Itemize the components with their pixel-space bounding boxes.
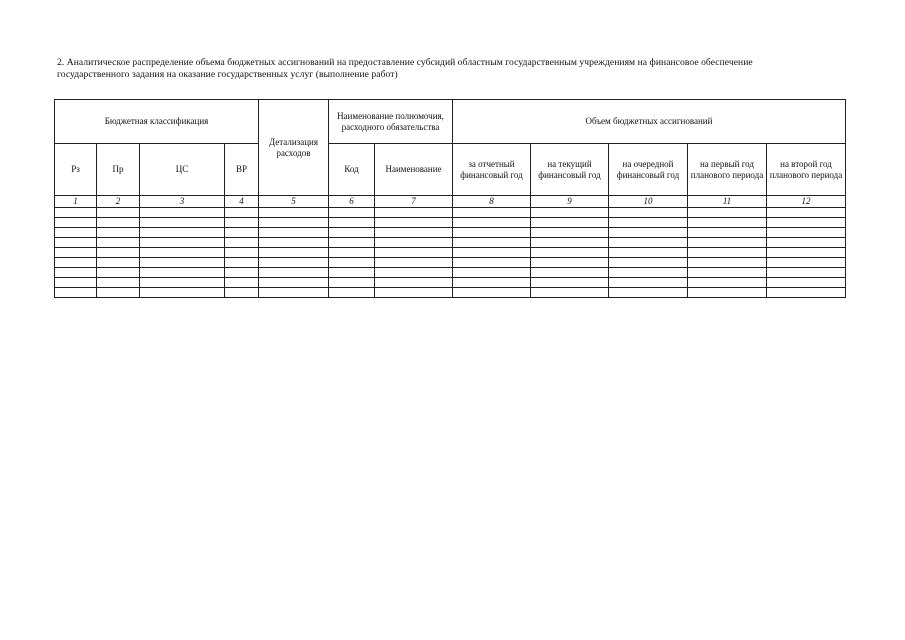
empty-cell[interactable]	[767, 208, 846, 218]
empty-cell[interactable]	[767, 238, 846, 248]
header-authority: Наименование полномочия, расходного обязательства	[329, 100, 453, 144]
empty-cell[interactable]	[609, 288, 688, 298]
header-code: Код	[329, 144, 375, 196]
empty-cell[interactable]	[453, 288, 531, 298]
empty-cell[interactable]	[97, 208, 140, 218]
empty-cell[interactable]	[140, 218, 225, 228]
header-reporting-year: за отчетный финансовый год	[453, 144, 531, 196]
empty-cell[interactable]	[97, 218, 140, 228]
empty-cell[interactable]	[609, 258, 688, 268]
empty-cell[interactable]	[140, 258, 225, 268]
empty-cell[interactable]	[453, 228, 531, 238]
empty-cell[interactable]	[375, 208, 453, 218]
table-row	[55, 228, 846, 238]
column-number-row	[55, 196, 846, 208]
empty-cell[interactable]	[767, 258, 846, 268]
header-expense-detail: Детализация расходов	[259, 100, 329, 196]
column-number: 12	[767, 196, 846, 208]
empty-cell[interactable]	[97, 278, 140, 288]
empty-cell[interactable]	[97, 288, 140, 298]
empty-cell[interactable]	[375, 268, 453, 278]
empty-cell[interactable]	[55, 218, 97, 228]
empty-cell[interactable]	[329, 258, 375, 268]
empty-cell[interactable]	[225, 238, 259, 248]
empty-cell[interactable]	[375, 218, 453, 228]
empty-cell[interactable]	[688, 238, 767, 248]
empty-cell[interactable]	[531, 208, 609, 218]
allocation-table	[54, 99, 846, 298]
empty-cell[interactable]	[259, 228, 329, 238]
empty-cell[interactable]	[97, 258, 140, 268]
empty-cell[interactable]	[609, 238, 688, 248]
empty-cell[interactable]	[259, 288, 329, 298]
empty-cell[interactable]	[531, 248, 609, 258]
empty-cell[interactable]	[55, 228, 97, 238]
empty-cell[interactable]	[609, 278, 688, 288]
header-allocations: Объем бюджетных ассигнований	[453, 100, 846, 144]
empty-cell[interactable]	[688, 218, 767, 228]
empty-cell[interactable]	[55, 278, 97, 288]
empty-cell[interactable]	[140, 248, 225, 258]
empty-cell[interactable]	[453, 278, 531, 288]
empty-cell[interactable]	[225, 268, 259, 278]
empty-cell[interactable]	[140, 228, 225, 238]
empty-cell[interactable]	[259, 238, 329, 248]
empty-cell[interactable]	[329, 268, 375, 278]
empty-cell[interactable]	[329, 218, 375, 228]
header-vr: ВР	[225, 144, 259, 196]
empty-cell[interactable]	[767, 248, 846, 258]
empty-cell[interactable]	[688, 228, 767, 238]
empty-cell[interactable]	[140, 268, 225, 278]
empty-cell[interactable]	[453, 248, 531, 258]
empty-cell[interactable]	[55, 268, 97, 278]
empty-cell[interactable]	[225, 278, 259, 288]
empty-cell[interactable]	[259, 278, 329, 288]
empty-cell[interactable]	[259, 218, 329, 228]
table-row	[55, 238, 846, 248]
empty-cell[interactable]	[225, 288, 259, 298]
empty-cell[interactable]	[375, 248, 453, 258]
empty-cell[interactable]	[55, 288, 97, 298]
header-row-groups	[55, 100, 846, 144]
header-next-year: на очередной финансовый год	[609, 144, 688, 196]
empty-cell[interactable]	[767, 288, 846, 298]
empty-cell[interactable]	[767, 218, 846, 228]
table-row	[55, 258, 846, 268]
header-cs: ЦС	[140, 144, 225, 196]
empty-cell[interactable]	[767, 228, 846, 238]
empty-cell[interactable]	[688, 268, 767, 278]
empty-cell[interactable]	[609, 218, 688, 228]
table-row	[55, 248, 846, 258]
section-heading	[57, 57, 857, 81]
header-row-columns	[55, 144, 846, 196]
table-row	[55, 208, 846, 218]
empty-cell[interactable]	[531, 278, 609, 288]
empty-cell[interactable]	[55, 208, 97, 218]
heading-line-1: 2. Аналитическое распределение объема бюджетных ассигнований на предоставление субсидий областным государственным учреждениям на финансовое обеспечение	[57, 57, 753, 68]
empty-cell[interactable]	[688, 258, 767, 268]
column-number: 5	[259, 196, 329, 208]
empty-cell[interactable]	[259, 258, 329, 268]
header-second-plan-year: на второй год планового периода	[767, 144, 846, 196]
table-row	[55, 218, 846, 228]
column-number: 11	[688, 196, 767, 208]
empty-cell[interactable]	[688, 278, 767, 288]
column-number: 7	[375, 196, 453, 208]
empty-cell[interactable]	[609, 268, 688, 278]
empty-cell[interactable]	[375, 278, 453, 288]
empty-cell[interactable]	[453, 208, 531, 218]
empty-cell[interactable]	[140, 238, 225, 248]
header-pr: Пр	[97, 144, 140, 196]
empty-cell[interactable]	[688, 248, 767, 258]
header-budget-classification: Бюджетная классификация	[55, 100, 259, 144]
column-number: 10	[609, 196, 688, 208]
empty-cell[interactable]	[329, 238, 375, 248]
empty-cell[interactable]	[531, 288, 609, 298]
empty-cell[interactable]	[375, 228, 453, 238]
empty-cell[interactable]	[453, 258, 531, 268]
empty-cell[interactable]	[767, 278, 846, 288]
empty-cell[interactable]	[375, 258, 453, 268]
column-number: 9	[531, 196, 609, 208]
empty-cell[interactable]	[609, 228, 688, 238]
empty-cell[interactable]	[97, 238, 140, 248]
table-row	[55, 268, 846, 278]
empty-cell[interactable]	[609, 248, 688, 258]
column-number: 6	[329, 196, 375, 208]
empty-cell[interactable]	[97, 248, 140, 258]
empty-cell[interactable]	[375, 238, 453, 248]
column-number: 8	[453, 196, 531, 208]
empty-cell[interactable]	[259, 248, 329, 258]
empty-cell[interactable]	[97, 228, 140, 238]
empty-cell[interactable]	[140, 288, 225, 298]
empty-cell[interactable]	[55, 238, 97, 248]
empty-cell[interactable]	[453, 238, 531, 248]
empty-cell[interactable]	[225, 228, 259, 238]
empty-cell[interactable]	[531, 258, 609, 268]
empty-cell[interactable]	[259, 268, 329, 278]
empty-cell[interactable]	[225, 208, 259, 218]
table-row	[55, 288, 846, 298]
empty-cell[interactable]	[140, 208, 225, 218]
header-current-year: на текущий финансовый год	[531, 144, 609, 196]
empty-cell[interactable]	[688, 208, 767, 218]
empty-cell[interactable]	[329, 278, 375, 288]
empty-cell[interactable]	[767, 268, 846, 278]
header-name: Наименование	[375, 144, 453, 196]
empty-cell[interactable]	[375, 288, 453, 298]
empty-cell[interactable]	[259, 208, 329, 218]
empty-cell[interactable]	[329, 288, 375, 298]
empty-cell[interactable]	[453, 268, 531, 278]
column-number: 4	[225, 196, 259, 208]
empty-cell[interactable]	[531, 268, 609, 278]
empty-cell[interactable]	[453, 218, 531, 228]
empty-cell[interactable]	[329, 228, 375, 238]
heading-line-2: государственного задания на оказание государственных услуг (выполнение работ)	[57, 69, 398, 80]
empty-rows	[55, 208, 846, 298]
empty-cell[interactable]	[531, 228, 609, 238]
empty-cell[interactable]	[329, 248, 375, 258]
empty-cell[interactable]	[55, 248, 97, 258]
header-first-plan-year: на первый год планового периода	[688, 144, 767, 196]
empty-cell[interactable]	[225, 258, 259, 268]
header-rz: Рз	[55, 144, 97, 196]
empty-cell[interactable]	[688, 288, 767, 298]
empty-cell[interactable]	[225, 248, 259, 258]
empty-cell[interactable]	[140, 278, 225, 288]
empty-cell[interactable]	[531, 238, 609, 248]
empty-cell[interactable]	[609, 208, 688, 218]
empty-cell[interactable]	[225, 218, 259, 228]
empty-cell[interactable]	[531, 218, 609, 228]
column-number: 2	[97, 196, 140, 208]
empty-cell[interactable]	[55, 258, 97, 268]
column-number: 1	[55, 196, 97, 208]
empty-cell[interactable]	[97, 268, 140, 278]
column-number: 3	[140, 196, 225, 208]
empty-cell[interactable]	[329, 208, 375, 218]
table-row	[55, 278, 846, 288]
